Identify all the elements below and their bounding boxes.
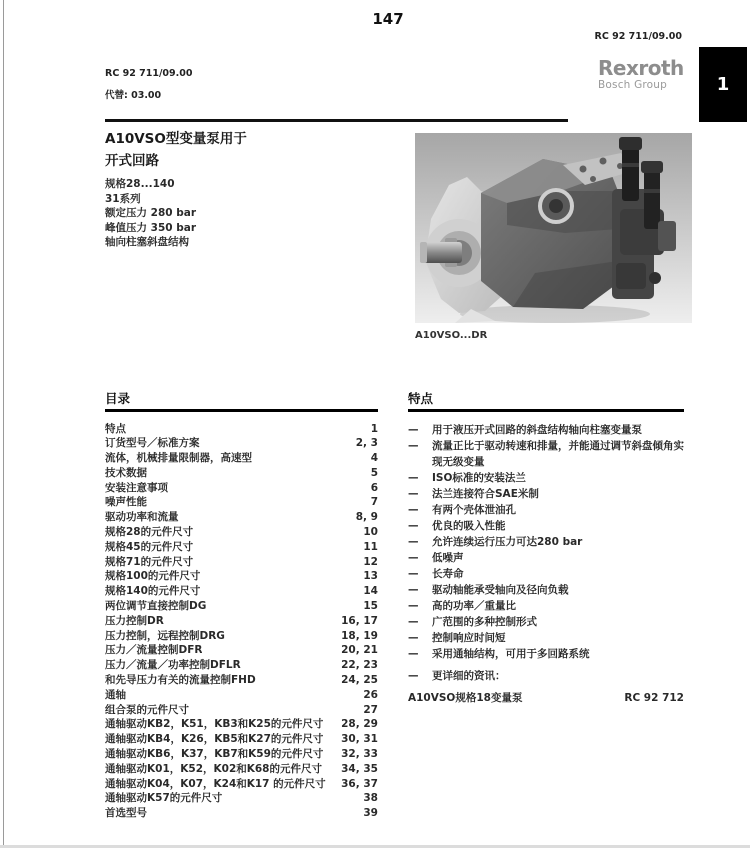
toc-row xyxy=(105,510,378,525)
toc-entry-label: 压力／流量／功率控制DFLR xyxy=(105,659,241,672)
toc-entry-pages: 12 xyxy=(363,555,378,568)
more-info-reference xyxy=(408,690,684,706)
bullet-dash: — xyxy=(408,599,419,612)
toc-entry-pages: 24, 25 xyxy=(341,674,378,687)
toc-entry-label: 规格71的元件尺寸 xyxy=(105,555,194,568)
toc-row xyxy=(105,436,378,451)
feature-text: 有两个壳体泄油孔 xyxy=(432,503,516,516)
more-info-ref: RC 92 712 xyxy=(624,691,684,704)
toc-row xyxy=(105,466,378,481)
more-info-product: A10VSO规格18变量泵 xyxy=(408,691,523,704)
feature-item xyxy=(408,438,684,470)
bullet-dash: — xyxy=(408,669,419,682)
toc-entry-label: 通轴驱动K57的元件尺寸 xyxy=(105,792,223,805)
toc-entry-pages: 32, 33 xyxy=(341,748,378,761)
bullet-dash: — xyxy=(408,503,419,516)
feature-item xyxy=(408,470,684,486)
product-specs xyxy=(105,177,196,250)
section-tab xyxy=(699,47,747,122)
feature-item xyxy=(408,614,684,630)
doc-ref-top-right: RC 92 711/09.00 xyxy=(594,31,682,42)
toc-row xyxy=(105,732,378,747)
brand-logo xyxy=(598,58,684,91)
toc-heading: 目录 xyxy=(105,391,131,406)
toc-list xyxy=(105,422,378,822)
feature-item xyxy=(408,582,684,598)
toc-entry-label: 安装注意事项 xyxy=(105,481,168,494)
pump-photo-caption: A10VSO...DR xyxy=(415,330,488,341)
toc-entry-pages: 5 xyxy=(370,466,378,479)
feature-text: 广范围的多种控制形式 xyxy=(432,615,537,628)
toc-entry-label: 通轴驱动KB4，K26，KB5和K27的元件尺寸 xyxy=(105,733,324,746)
feature-item xyxy=(408,518,684,534)
features-heading: 特点 xyxy=(408,391,434,406)
pump-photo xyxy=(415,133,692,323)
toc-entry-pages: 2, 3 xyxy=(355,437,378,450)
bullet-dash: — xyxy=(408,423,419,436)
bullet-dash: — xyxy=(408,487,419,500)
toc-entry-label: 技术数据 xyxy=(105,466,147,479)
bullet-dash: — xyxy=(408,439,419,452)
toc-entry-pages: 14 xyxy=(363,585,378,598)
bullet-dash: — xyxy=(408,647,419,660)
spec-line: 31系列 xyxy=(105,192,141,205)
bullet-dash: — xyxy=(408,615,419,628)
toc-entry-label: 压力／流量控制DFR xyxy=(105,644,203,657)
toc-row xyxy=(105,643,378,658)
toc-row xyxy=(105,703,378,718)
bullet-dash: — xyxy=(408,567,419,580)
toc-entry-label: 订货型号／标准方案 xyxy=(105,437,200,450)
toc-entry-label: 通轴驱动KB2，K51，KB3和K25的元件尺寸 xyxy=(105,718,324,731)
brand-name: Rexroth xyxy=(598,56,684,80)
feature-item xyxy=(408,646,684,662)
toc-entry-pages: 26 xyxy=(363,688,378,701)
toc-row xyxy=(105,791,378,806)
toc-entry-pages: 11 xyxy=(363,540,378,553)
feature-item xyxy=(408,550,684,566)
feature-text: 长寿命 xyxy=(432,567,464,580)
doc-replaces: 代替: 03.00 xyxy=(105,90,162,101)
toc-row xyxy=(105,540,378,555)
doc-ref-left: RC 92 711/09.00 xyxy=(105,68,193,79)
feature-text: 低噪声 xyxy=(432,551,464,564)
toc-entry-label: 通轴驱动KB6，K37，KB7和K59的元件尺寸 xyxy=(105,748,324,761)
toc-entry-label: 驱动功率和流量 xyxy=(105,511,179,524)
feature-item xyxy=(408,630,684,646)
more-info-label: 更详细的资讯： xyxy=(432,669,506,682)
feature-item xyxy=(408,502,684,518)
toc-entry-pages: 13 xyxy=(363,570,378,583)
toc-entry-label: 首选型号 xyxy=(105,807,147,820)
toc-row xyxy=(105,747,378,762)
features-list xyxy=(408,422,684,662)
toc-entry-label: 流体，机械排量限制器，高速型 xyxy=(105,452,252,465)
toc-row xyxy=(105,451,378,466)
toc-entry-pages: 39 xyxy=(363,807,378,820)
feature-item xyxy=(408,486,684,502)
feature-item xyxy=(408,422,684,438)
toc-row xyxy=(105,762,378,777)
toc-entry-pages: 7 xyxy=(370,496,378,509)
feature-text: 法兰连接符合SAE米制 xyxy=(432,487,539,500)
page-number: 147 xyxy=(372,10,404,28)
toc-entry-pages: 30, 31 xyxy=(341,733,378,746)
spec-line: 轴向柱塞斜盘结构 xyxy=(105,236,189,249)
toc-entry-label: 通轴驱动K01，K52，K02和K68的元件尺寸 xyxy=(105,762,322,775)
feature-item xyxy=(408,598,684,614)
toc-entry-label: 通轴 xyxy=(105,688,126,701)
spec-line: 峰值压力 350 bar xyxy=(105,221,197,234)
toc-row xyxy=(105,777,378,792)
doc-ref-block xyxy=(105,63,192,107)
toc-row xyxy=(105,555,378,570)
toc-entry-label: 特点 xyxy=(105,422,126,435)
bullet-dash: — xyxy=(408,583,419,596)
toc-row xyxy=(105,525,378,540)
page-left-edge xyxy=(3,0,4,848)
toc-row xyxy=(105,495,378,510)
toc-entry-label: 两位调节直接控制DG xyxy=(105,600,207,613)
feature-text: 采用通轴结构，可用于多回路系统 xyxy=(432,647,590,660)
toc-heading-rule xyxy=(105,409,378,412)
toc-entry-pages: 4 xyxy=(370,452,378,465)
toc-entry-label: 规格140的元件尺寸 xyxy=(105,585,201,598)
toc-row xyxy=(105,614,378,629)
toc-entry-label: 压力控制DR xyxy=(105,614,164,627)
spec-line: 额定压力 280 bar xyxy=(105,207,197,220)
features-section xyxy=(408,391,684,706)
product-title-line2: 开式回路 xyxy=(105,153,159,169)
toc-row xyxy=(105,629,378,644)
toc-entry-pages: 8, 9 xyxy=(355,511,378,524)
toc-entry-pages: 36, 37 xyxy=(341,777,378,790)
feature-text: 控制响应时间短 xyxy=(432,631,506,644)
product-title-line1: A10VSO型变量泵用于 xyxy=(105,131,247,147)
toc-row xyxy=(105,806,378,821)
feature-text: 优良的吸入性能 xyxy=(432,519,506,532)
toc-row xyxy=(105,717,378,732)
toc-entry-label: 噪声性能 xyxy=(105,496,147,509)
feature-text: 驱动轴能承受轴向及径向负载 xyxy=(432,583,569,596)
toc-entry-pages: 15 xyxy=(363,600,378,613)
toc-entry-label: 规格100的元件尺寸 xyxy=(105,570,201,583)
feature-text: 允许连续运行压力可达280 bar xyxy=(432,535,583,548)
product-title xyxy=(105,128,247,172)
toc-entry-pages: 1 xyxy=(370,422,378,435)
toc-row xyxy=(105,481,378,496)
pump-illustration xyxy=(415,133,692,323)
toc-row xyxy=(105,673,378,688)
toc-entry-pages: 38 xyxy=(363,792,378,805)
toc-row xyxy=(105,584,378,599)
toc-row xyxy=(105,658,378,673)
toc-row xyxy=(105,569,378,584)
toc-entry-label: 和先导压力有关的流量控制FHD xyxy=(105,674,256,687)
toc-entry-label: 压力控制，远程控制DRG xyxy=(105,629,225,642)
feature-item xyxy=(408,566,684,582)
toc-section xyxy=(105,391,378,821)
toc-entry-pages: 22, 23 xyxy=(341,659,378,672)
more-info-block xyxy=(408,668,684,706)
bullet-dash: — xyxy=(408,471,419,484)
bullet-dash: — xyxy=(408,535,419,548)
section-tab-number: 1 xyxy=(716,74,730,95)
toc-entry-pages: 10 xyxy=(363,526,378,539)
toc-entry-label: 规格28的元件尺寸 xyxy=(105,526,194,539)
feature-text: ISO标准的安装法兰 xyxy=(432,471,526,484)
toc-entry-label: 通轴驱动K04，K07，K24和K17 的元件尺寸 xyxy=(105,777,326,790)
spec-line: 规格28...140 xyxy=(105,178,175,190)
toc-entry-pages: 6 xyxy=(370,481,378,494)
toc-row xyxy=(105,688,378,703)
bullet-dash: — xyxy=(408,519,419,532)
more-info-row xyxy=(408,668,684,684)
feature-text: 用于液压开式回路的斜盘结构轴向柱塞变量泵 xyxy=(432,423,642,436)
toc-entry-pages: 18, 19 xyxy=(341,629,378,642)
toc-entry-pages: 28, 29 xyxy=(341,718,378,731)
toc-row xyxy=(105,599,378,614)
bullet-dash: — xyxy=(408,631,419,644)
feature-text: 高的功率／重量比 xyxy=(432,599,516,612)
features-heading-rule xyxy=(408,409,684,412)
toc-entry-label: 组合泵的元件尺寸 xyxy=(105,703,189,716)
feature-text: 流量正比于驱动转速和排量，并能通过调节斜盘倾角实现无级变量 xyxy=(432,439,684,468)
header-rule xyxy=(105,119,568,122)
feature-item xyxy=(408,534,684,550)
bullet-dash: — xyxy=(408,551,419,564)
toc-entry-label: 规格45的元件尺寸 xyxy=(105,540,194,553)
toc-entry-pages: 27 xyxy=(363,703,378,716)
brand-subtitle: Bosch Group xyxy=(598,79,668,91)
toc-entry-pages: 16, 17 xyxy=(341,614,378,627)
toc-row xyxy=(105,422,378,437)
toc-entry-pages: 34, 35 xyxy=(341,762,378,775)
toc-entry-pages: 20, 21 xyxy=(341,644,378,657)
